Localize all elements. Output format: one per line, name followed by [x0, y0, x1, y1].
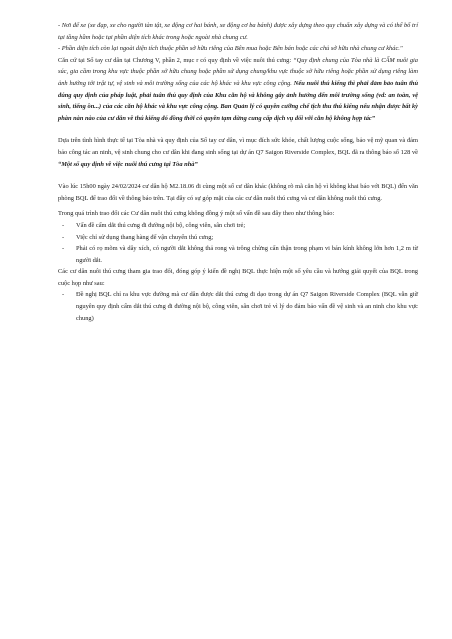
list-item	[58, 243, 418, 266]
list-item	[58, 220, 418, 232]
paragraph-requests: Các cư dân nuôi thú cưng tham gia trao đổi, đóng góp ý kiến đề nghị BQL thực hiện một số yêu cầu và hướng giải quyết của BQL trong cuộc họp như sau:	[58, 268, 418, 287]
handbook-quote-italic: “Quy định chung của Tòa nhà là CẤM nuôi gia súc, gia cầm trong khu vực thuộc phần sở hữu chung hoặc phần sử dụng chung/khu vực thuộc sở hữu riêng hoặc phần sử dụng riêng làm ảnh hưởng tới trật tự, vệ sinh và môi trường sống của các hộ khác và khu vực công cộng.	[58, 56, 419, 87]
list-item-text: Việc chỉ sử dụng thang hàng để vận chuyển thú cưng;	[76, 233, 214, 241]
spacer	[58, 124, 418, 135]
paragraph-disagreement: Trong quá trình trao đổi các Cư dân nuôi thú cưng không đồng ý một số vấn đề sau đây theo như thông báo:	[58, 210, 335, 218]
dash-marker: -	[62, 245, 65, 253]
quoted-paragraph-parking: - Nơi để xe (xe đạp, xe cho người tàn tật, xe động cơ hai bánh, xe động cơ ba bánh) được xây dựng theo quy chuẩn xây dựng và có thể bố trí tại tầng hầm hoặc tại phần diện tích khác trong hoặc ngoài nhà chung cư.	[58, 22, 418, 41]
paragraph-notice-128	[58, 135, 418, 170]
paragraph-resident-handbook	[58, 55, 418, 125]
paragraph-meeting: Vào lúc 15h00 ngày 24/02/2024 cư dân hộ M2.18.06 đi cùng một số cư dân khác (không rõ mã căn hộ vì không khai báo với BQL) đến văn phòng BQL để trao đổi về thông báo trên. Tại đây có sự góp mặt của các cư dân nuôi thú cưng và cư dân không nuôi thú cưng.	[58, 183, 418, 202]
handbook-lead-text: Căn cứ tại Sổ tay cư dân tại Chương V, phần 2, mục r có quy định về việc nuôi thú cưng:	[58, 56, 294, 64]
notice-lead-text: Dựa trên tình hình thực tế tại Tòa nhà và quy định của Sổ tay cư dân, vì mục đích sức khỏe, chất lượng cuộc sống, bảo vệ mỹ quan và đảm bảo công tác an ninh, vệ sinh chung cho cư dân khi đang sinh sống tại dự án Q7 Saigon Riverside Complex, BQL đã ra thông báo số 128 về	[58, 137, 418, 156]
dash-marker: -	[62, 233, 65, 241]
handbook-quote-bold: Nếu nuôi thú kiểng thì phải đảm bảo tuân thủ đúng quy định của pháp luật, phải tuân thủ quy định của Khu căn hộ và không gây ảnh hưởng đến môi trường sống (vd: an toàn, vệ sinh, tiếng ồn...) của các căn hộ khác và khu vực công cộng. Ban Quản lý có quyền cưỡng chế tịch thu thú kiểng nếu nhận được bất kỳ phàn nàn nào của cư dân về thú kiểng đó đồng thời có quyền tạm dừng cung cấp dịch vụ đối với căn hộ không hợp tác”	[58, 79, 418, 122]
list-item	[58, 232, 418, 244]
spacer	[58, 170, 418, 181]
list-item-text: Vấn đề cấm dắt thú cưng đi đường nội bộ, công viên, sân chơi trẻ;	[76, 221, 246, 229]
dash-marker: -	[62, 291, 65, 299]
list-item-text: Phải có rọ mõm và dây xích, có người dắt không thả rong và trông chừng cẩn thận trong phạm vi bán kính không lớn hơn 1,2 m từ người dắt.	[76, 245, 418, 264]
dash-marker: -	[62, 221, 65, 229]
notice-title: “Một số quy định về việc nuôi thú cưng tại Tòa nhà”	[58, 160, 198, 168]
quoted-paragraph-remaining-area: - Phần diện tích còn lại ngoài diện tích thuộc phần sở hữu riêng của Bên mua hoặc Bên bán hoặc các chủ sở hữu nhà chung cư khác."	[58, 45, 403, 53]
list-item	[58, 289, 418, 324]
list-item-text: Đề nghị BQL chỉ ra khu vực đường mà cư dân được dắt thú cưng đi dạo trong dự án Q7 Saigon Riverside Complex (BQL vẫn giữ nguyên quy định cấm dắt thú cưng đi đường nội bộ, công viên, sân chơi trẻ vì lý do đảm bảo vấn đề vệ sinh và an ninh cho khu vực chung)	[76, 291, 418, 322]
